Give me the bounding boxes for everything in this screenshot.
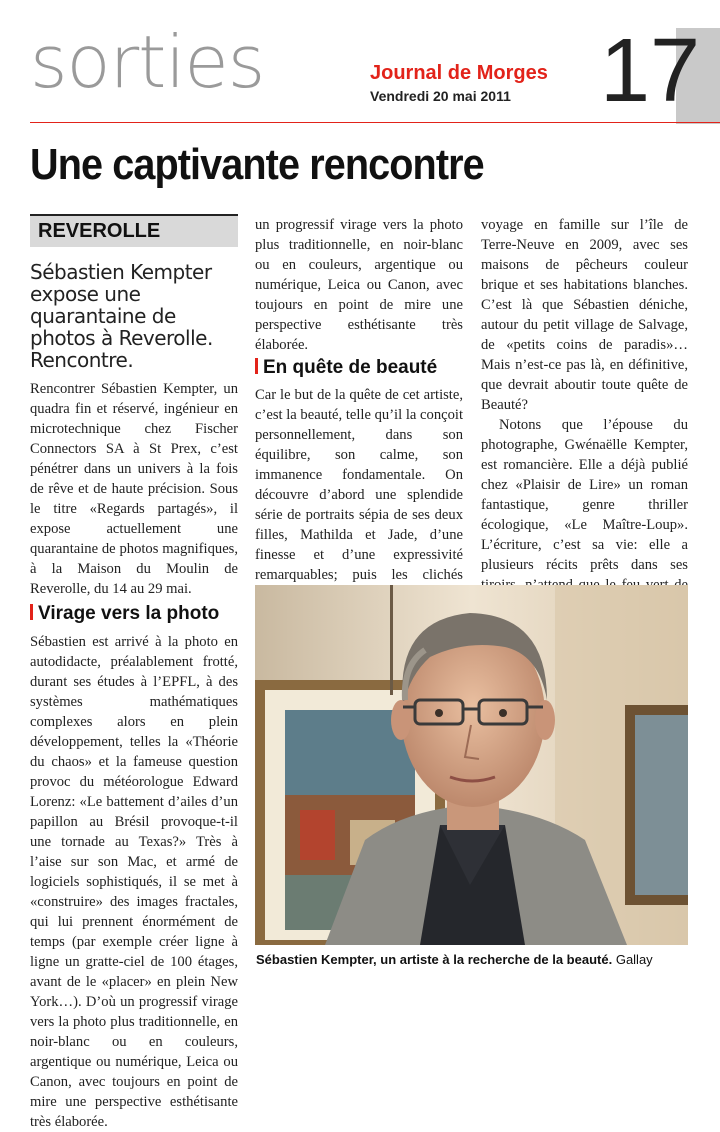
column-1-intro: [30, 379, 238, 597]
section-title: sorties: [30, 20, 265, 104]
para-virage-continued: un progressif virage vers la photo plus traditionnelle, en noir-blanc ou en couleurs, argentique ou numérique, Leica ou Canon, avec toujours en point de mire une perspective esthétisante très élaborée.: [255, 217, 463, 353]
column-1-body: [30, 632, 238, 1130]
para-virage: Sébastien est arrivé à la photo en autodidacte, préalablement frotté, durant ses études à l’EPFL, à des systèmes mathématiques complexes alors en plein développement, telles la «Théorie du chaos» et la fameuse question provoc du météorologue Edward Lorenz: «Le battement d’ailes d’un papillon au Brésil provoque-t-il une tornade au Texas?» Très à l’aise sur son Mac, et armé de logiciels sophistiqués, il se met à «construire» des images fractales, qui lui prennent énormément de temps (par exemple créer ligne à ligne un gratte-ciel de 100 étages, avant de le «placer» en plein New York…). D’où un progressif virage vers la photo plus traditionnelle, en noir-blanc ou en couleurs, argentique ou numérique, Leica ou Canon, avec toujours en point de mire une perspective esthétisante très élaborée.: [30, 634, 238, 1130]
subhead-virage-text: Virage vers la photo: [38, 603, 220, 624]
para-quete-continued: voyage en famille sur l’île de Terre-Neuve en 2009, avec ses maisons de pêcheurs couleur brique et ses habitations blanches. C’est là que Sébastien déniche, autour du petit village de Salvage, de «petits coins de paradis»… Mais n’est-ce pas là, en définitive, que devrait aboutir toute quête de Beauté?: [481, 217, 688, 413]
issue-date: Vendredi 20 mai 2011: [370, 88, 511, 104]
journal-name: Journal de Morges: [370, 62, 548, 84]
portrait-photo: [255, 585, 688, 945]
para-epouse-text: Notons que l’épouse du photographe, Gwénaëlle Kempter, est romancière. Elle a déjà publié chez «Plaisir de Lire» un roman fantastique, genre thriller écologique, «Le Maître-Loup». L’écriture, c’est sa vie: elle a plusieurs récits prêts dans ses: [481, 417, 688, 573]
subhead-marker: [30, 604, 33, 620]
kicker-label: REVEROLLE: [38, 220, 161, 242]
subhead-quete-text: En quête de beauté: [263, 357, 438, 378]
caption-text: Sébastien Kempter, un artiste à la recherche de la beauté.: [256, 952, 613, 967]
intro-paragraph: Rencontrer Sébastien Kempter, un quadra fin et réservé, ingénieur en microtechnique chez Fischer Connectors SA à St Prex, c’est pénétrer dans un univers à la fois de rêve et de haute précision. Sous le titre «Regards partagés», il expose actuellement une quarantaine de photos magnifiques, à la Maison du Moulin de Reverolle, du 14 au 29 mai.: [30, 381, 238, 597]
photo-caption: [256, 952, 653, 967]
subhead-marker: [255, 358, 258, 374]
subhead-virage: [30, 603, 219, 625]
para-quete: Car le but de la quête de cet artiste, c’est la beauté, telle qu’il la conçoit personnellement, dans son équilibre, son calme, son immanence fondamentale. On découvre d’abord une splendide série de portraits sépia de ses deux filles, Mathilda et Jade, d’une finesse et d’une expressivité remarquables; puis les clichés: [255, 387, 463, 583]
page-number: 17: [600, 21, 701, 121]
column-2-body: [255, 385, 463, 583]
article-lede: Sébastien Kempter expose une quarantaine de photos à Reverolle. Rencontre.: [30, 260, 213, 372]
column-3: [481, 215, 688, 580]
photo-credit: Gallay: [615, 952, 653, 967]
article-headline: Une captivante rencontre: [30, 140, 484, 189]
portrait-illustration: [255, 585, 688, 945]
subhead-quete: [255, 357, 437, 379]
column-2-top: [255, 215, 463, 353]
header-divider: [30, 122, 720, 123]
location-kicker: [30, 214, 238, 247]
